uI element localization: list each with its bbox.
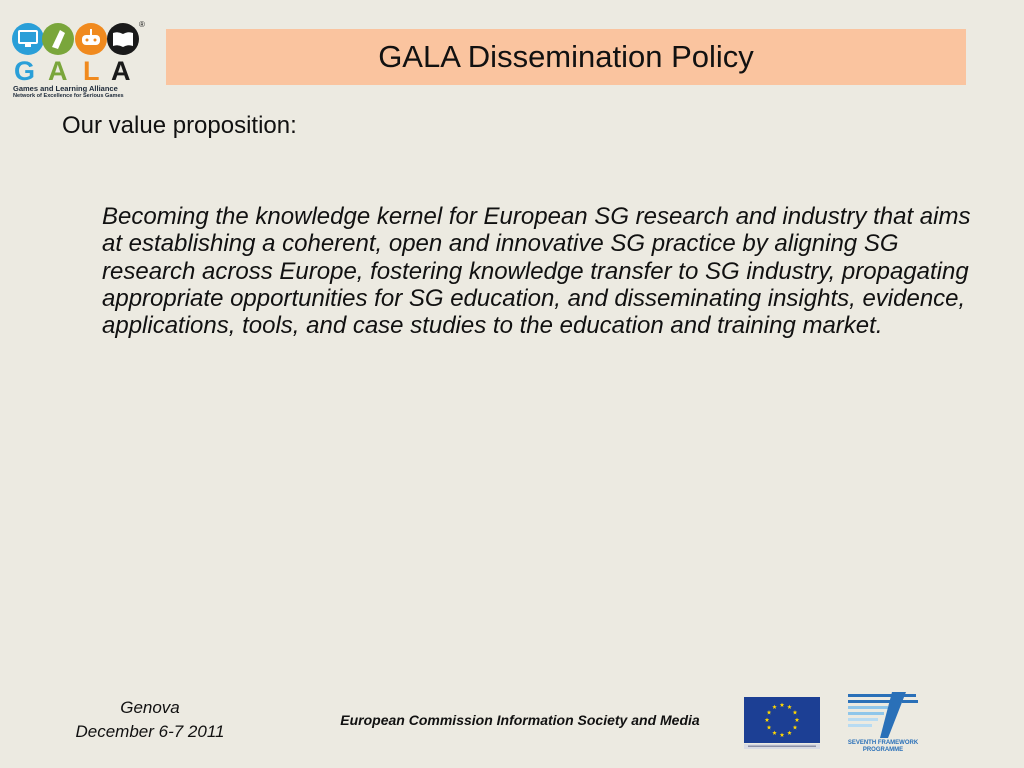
footer-event xyxy=(50,696,250,744)
registered-mark: ® xyxy=(139,20,145,29)
logo-letter-l: L xyxy=(83,56,100,86)
eu-flag-icon xyxy=(744,697,820,749)
logo-subtagline: Network of Excellence for Serious Games xyxy=(13,93,124,99)
fp7-label xyxy=(836,740,930,754)
logo-tagline: Games and Learning Alliance xyxy=(13,84,118,93)
fp7-label-line2: PROGRAMME xyxy=(862,747,904,753)
slide-body: Becoming the knowledge kernel for European SG research and industry that aims at establishing a coherent, open and innovative SG practice by aligning SG research across Europe, fostering knowledge transfer to SG industry, propagating appropriate opportunities for SG education, and disseminating insights, evidence, applications, tools, and case studies to the education and training market. xyxy=(102,203,971,340)
footer-location: Genova xyxy=(120,698,180,717)
slide-subtitle: Our value proposition: xyxy=(62,112,297,139)
fp7-label-line1: SEVENTH FRAMEWORK xyxy=(847,740,919,746)
gala-logo xyxy=(8,16,148,106)
logo-letter-g: G xyxy=(14,56,36,86)
book-icon xyxy=(113,32,133,47)
footer-organization: European Commission Information Society and Media xyxy=(340,712,700,728)
title-bar xyxy=(166,29,966,85)
logo-circle-blue xyxy=(12,23,44,55)
logo-letter-a2: A xyxy=(111,56,131,86)
slide-title: GALA Dissemination Policy xyxy=(378,39,754,74)
footer-date: December 6-7 2011 xyxy=(75,722,225,741)
logo-letter-a: A xyxy=(48,56,68,86)
